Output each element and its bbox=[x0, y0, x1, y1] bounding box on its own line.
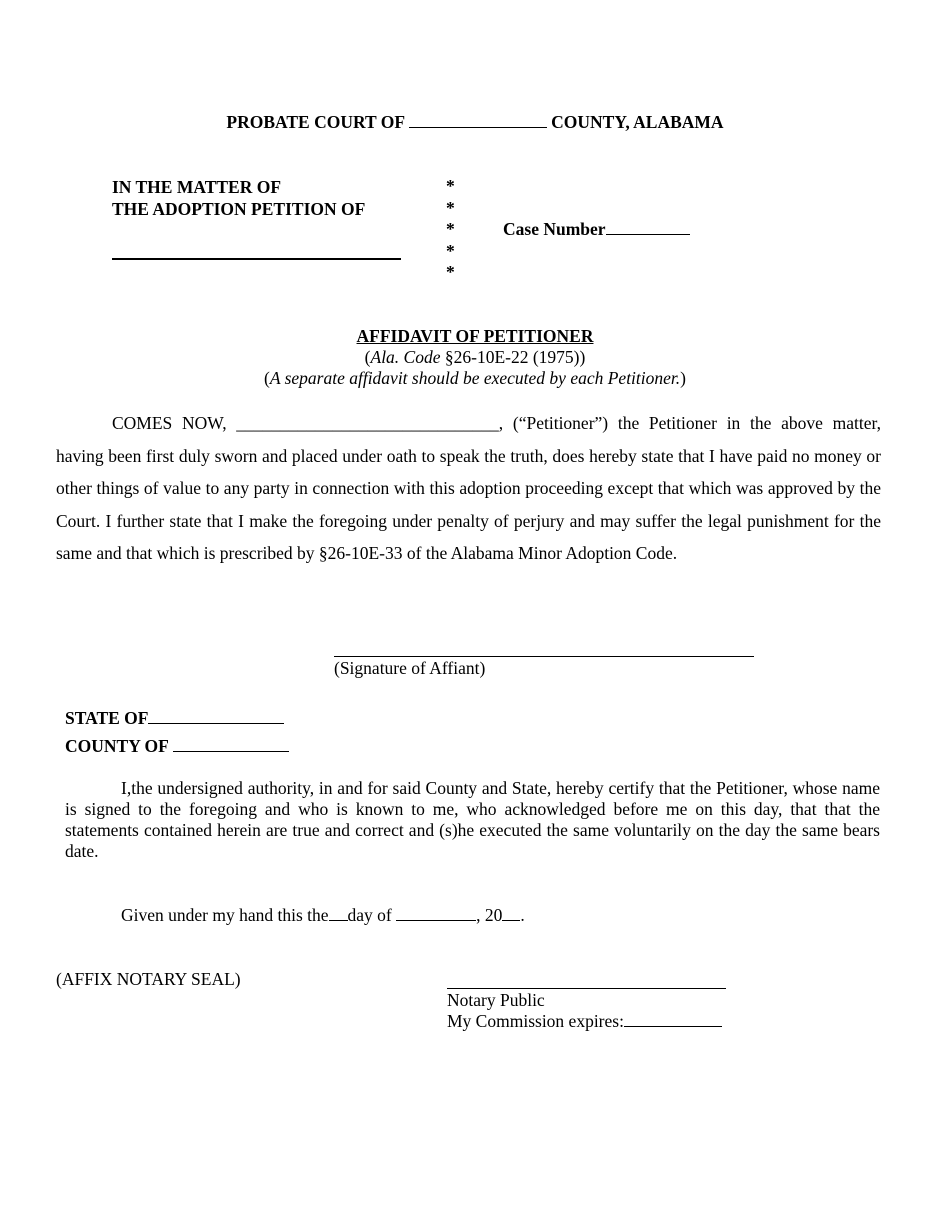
matter-line-2: THE ADOPTION PETITION OF bbox=[112, 199, 366, 219]
notary-seal-placeholder: (AFFIX NOTARY SEAL) bbox=[56, 969, 241, 989]
county-name-blank[interactable] bbox=[409, 127, 547, 128]
state-label: STATE OF bbox=[65, 708, 149, 728]
court-suffix: COUNTY, ALABAMA bbox=[551, 112, 724, 132]
matter-line-1: IN THE MATTER OF bbox=[112, 177, 282, 197]
star: * bbox=[446, 240, 455, 261]
county-label: COUNTY OF bbox=[65, 736, 173, 756]
petitioner-name-blank[interactable] bbox=[112, 258, 401, 260]
star: * bbox=[446, 219, 455, 239]
case-number-label: Case Number bbox=[503, 219, 606, 239]
court-heading bbox=[0, 112, 950, 133]
affiant-signature-line[interactable] bbox=[334, 656, 754, 657]
star: * bbox=[446, 262, 455, 282]
county-of bbox=[65, 736, 289, 757]
month-blank[interactable] bbox=[396, 920, 476, 921]
affidavit-title: AFFIDAVIT OF PETITIONER bbox=[356, 326, 594, 346]
affiant-signature-label: (Signature of Affiant) bbox=[334, 658, 486, 678]
matter-caption bbox=[112, 176, 365, 220]
affidavit-title-block bbox=[0, 326, 950, 389]
state-of bbox=[65, 708, 284, 729]
separate-affidavit-note: (A separate affidavit should be executed by each Petitioner.) bbox=[264, 368, 686, 388]
year-blank[interactable] bbox=[502, 920, 520, 921]
star: * bbox=[446, 197, 455, 218]
petitioner-blank[interactable]: ______________________________ bbox=[236, 413, 499, 433]
state-blank[interactable] bbox=[148, 723, 284, 724]
notary-signature-line[interactable] bbox=[447, 988, 726, 989]
affidavit-text: , (“Petitioner”) the Petitioner in the above matter, having been first duly sworn and placed under oath to speak the truth, does hereby state that I have paid no money or other things of value to any party in connection with this adoption proceeding except that which was approved by the Court. I further state that I make the foregoing under penalty of perjury and may suffer the legal punishment for the same and that which is prescribed by §26-10E-33 of the Alabama Minor Adoption Code. bbox=[56, 413, 881, 563]
statute-citation: (Ala. Code §26-10E-22 (1975)) bbox=[364, 347, 586, 367]
notary-block bbox=[447, 990, 722, 1032]
star: * bbox=[446, 176, 455, 196]
commission-expiry-blank[interactable] bbox=[624, 1026, 722, 1027]
given-under-hand: Given under my hand this the day of , 20 . bbox=[121, 905, 525, 925]
day-blank[interactable] bbox=[329, 920, 348, 921]
case-number bbox=[503, 219, 690, 240]
case-number-blank[interactable] bbox=[606, 234, 690, 235]
comes-now: COMES NOW, bbox=[112, 413, 227, 433]
notary-certification: I,the undersigned authority, in and for said County and State, hereby certify that the Petitioner, whose name is signed to the foregoing and who is known to me, who acknowledged before me on this day, that that the statements contained herein are true and correct and (s)he executed the same voluntarily on the day the same bears date. bbox=[65, 778, 880, 861]
caption-divider-stars bbox=[446, 176, 455, 284]
affidavit-statement bbox=[56, 407, 881, 570]
notary-public-label: Notary Public bbox=[447, 990, 545, 1010]
commission-expires: My Commission expires: bbox=[447, 1011, 722, 1032]
court-prefix: PROBATE COURT OF bbox=[226, 112, 405, 132]
county-blank[interactable] bbox=[173, 751, 289, 752]
